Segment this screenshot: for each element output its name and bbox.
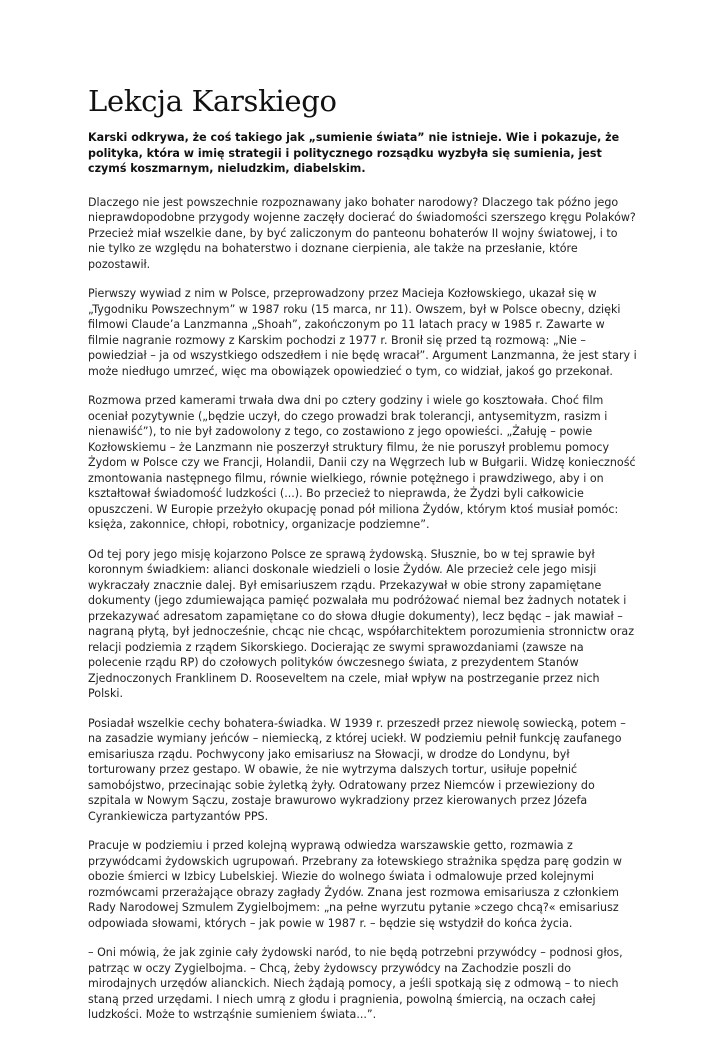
article	[88, 84, 637, 1037]
article-paragraph: – Oni mówią, że jak zginie cały żydowski naród, to nie będą potrzebni przywódcy – podnosi głos, patrząc w oczy Zygielbojma. – Chcą, żeby żydowscy przywódcy na Zachodzie poszli do mirodajnych urzędów alianckich. Niech żądają pomocy, a jeśli spotkają się z odmową – to niech staną przed urzędami. I niech umrą z głodu i pragnienia, powolną śmiercią, na oczach całej ludzkości. Może to wstrząśnie sumieniem świata...”.	[88, 946, 623, 1021]
article-paragraph: Pierwszy wywiad z nim w Polsce, przeprowadzony przez Macieja Kozłowskiego, ukazał się w „Tygodniku Powszechnym” w 1987 roku (15 marca, nr 11). Owszem, był w Polsce obecny, dzięki filmowi Claude’a Lanzmanna „Shoah”, zakończonym po 11 latach pracy w 1985 r. Zawarte w filmie nagranie rozmowy z Karskim pochodzi z 1977 r. Bronił się przed tą rozmową: „Nie – powiedział – ja od wszystkiego odszedłem i nie będę wracał”. Argument Lanzmanna, że jest stary i może niedługo umrzeć, więc ma obowiązek opowiedzieć o tym, co widział, jakoś go przekonał.	[88, 287, 637, 378]
article-paragraph: Dlaczego nie jest powszechnie rozpoznawany jako bohater narodowy? Dlaczego tak późno jego nieprawdopodobne przygody wojenne zaczęły docierać do świadomości szerszego kręgu Polaków? Przecież miał wszelkie dane, by być zaliczonym do panteonu bohaterów II wojny światowej, i to nie tylko ze względu na bohaterstwo i doznane cierpienia, ale także na przesłanie, które pozostawił.	[88, 195, 636, 271]
article-paragraph: Pracuje w podziemiu i przed kolejną wyprawą odwiedza warszawskie getto, rozmawia z przywódcami żydowskich ugrupowań. Przebrany za łotewskiego strażnika spędza parę godzin w obozie śmierci w Izbicy Lubelskiej. Wiezie do wolnego świata i odmalowuje przed kolejnymi rozmówcami przerażające obrazy zagłady Żydów. Znana jest rozmowa emisariusza z członkiem Rady Narodowej Szmulem Zygielbojmem: „na pełne wyrzutu pytanie »czego chcą?« emisariusz odpowiada słowami, których – jak powie w 1987 r. – będzie się wstydził do końca życia.	[88, 839, 622, 930]
article-title: Lekcja Karskiego	[88, 84, 337, 118]
article-paragraph: Od tej pory jego misję kojarzono Polsce ze sprawą żydowską. Słusznie, bo w tej sprawie był koronnym świadkiem: alianci doskonale wiedzieli o losie Żydów. Ale przecież cele jego misji wykraczały znacznie dalej. Był emisariuszem rządu. Przekazywał w obie strony zapamiętane dokumenty (jego zdumiewająca pamięć pozwalała mu podróżować niemal bez żadnych notatek i przekazywać adresatom zapamiętane co do słowa długie dokumenty), lecz będąc – jak mawiał – nagraną płytą, był jednocześnie, chcąc nie chcąc, współarchitektem porozumienia stronnictw oraz relacji podziemia z rządem Sikorskiego. Docierając ze swymi sprawozdaniami (zawsze na polecenie rządu RP) do czołowych polityków ówczesnego świata, z prezydentem Stanów Zjednoczonych Franklinem D. Rooseveltem na czele, miał wpływ na postrzeganie przez nich Polski.	[88, 547, 635, 700]
article-paragraph: Rozmowa przed kamerami trwała dwa dni po cztery godziny i wiele go kosztowała. Choć film oceniał pozytywnie („będzie uczył, do czego prowadzi brak tolerancji, antysemityzm, rasizm i nienawiść”), to nie był zadowolony z tego, co zostawiono z jego opowieści. „Żałuję – powie Kozłowskiemu – że Lanzmann nie poszerzył struktury filmu, że nie poruszył problemu pomocy Żydom w Polsce czy we Francji, Holandii, Danii czy na Węgrzech lub w Bułgarii. Widzę konieczność zmontowania następnego filmu, równie wielkiego, równie potężnego i prawdziwego, aby i on kształtował świadomość ludzkości (...). Bo przecież to nieprawda, że Żydzi byli całkowicie opuszczeni. W Europie przeżyło okupację ponad pół miliona Żydów, którym ktoś musiał pomóc: księża, zakonnice, chłopi, robotnicy, organizacje podziemne”.	[88, 394, 636, 531]
article-paragraph: Posiadał wszelkie cechy bohatera-świadka. W 1939 r. przeszedł przez niewolę sowiecką, potem – na zasadzie wymiany jeńców – niemiecką, z której uciekł. W podziemiu pełnił funkcję zaufanego emisariusza rządu. Pochwycony jako emisariusz na Słowacji, w drodze do Londynu, był torturowany przez gestapo. W obawie, że nie wytrzyma dalszych tortur, usiłuje popełnić samobójstwo, przecinając sobie żyletką żyły. Odratowany przez Niemców i przewieziony do szpitala w Nowym Sączu, zostaje brawurowo wykradziony przez kierowanych przez Józefa Cyrankiewicza partyzantów PPS.	[88, 716, 626, 823]
article-lead: Karski odkrywa, że coś takiego jak „sumienie świata” nie istnieje. Wie i pokazuje, że polityka, która w imię strategii i politycznego rozsądku wyzbyła się sumienia, jest czymś koszmarnym, nieludzkim, diabelskim.	[88, 131, 620, 175]
